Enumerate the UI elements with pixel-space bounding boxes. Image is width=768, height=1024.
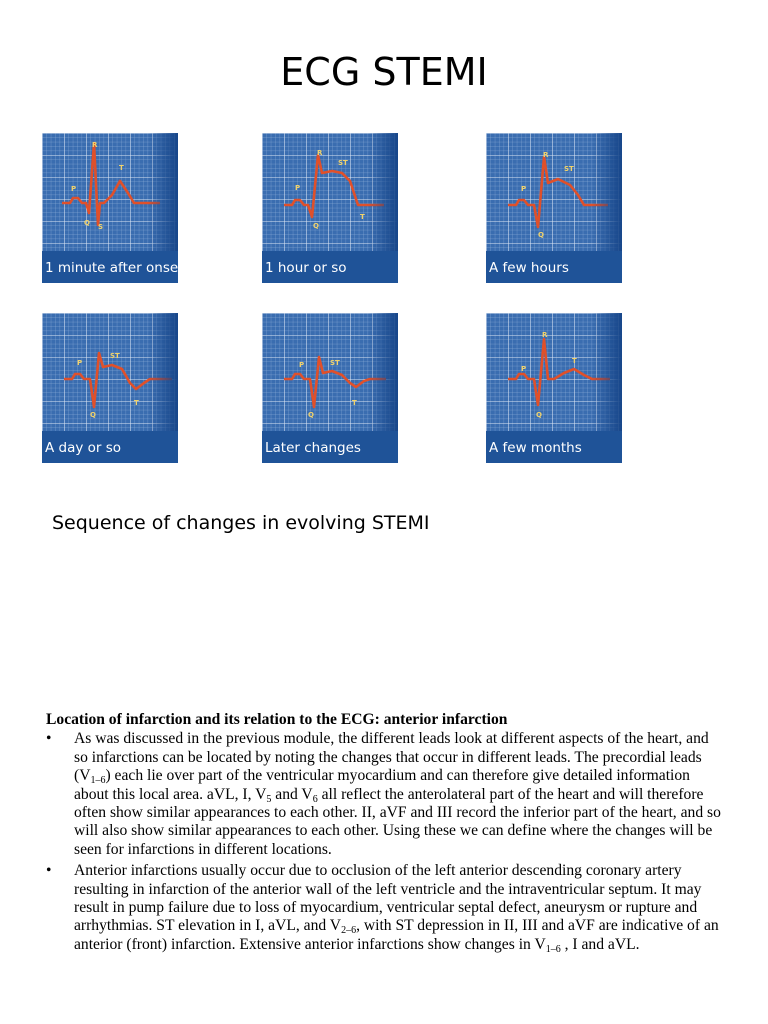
wave-label-p: P — [299, 361, 305, 369]
panel-shade — [148, 313, 178, 431]
sequence-caption: Sequence of changes in evolving STEMI — [52, 512, 430, 534]
paragraph-text: As was discussed in the previous module, the different leads look at different aspects of the heart, and so infarctions can be located by noting the changes that occur in different leads. The precordial leads (V — [74, 730, 709, 785]
wave-label-p: P — [295, 184, 301, 192]
subscript: 5 — [266, 793, 272, 805]
wave-label-t: T — [352, 399, 357, 407]
ecg-panel-1-minute — [42, 133, 184, 283]
ecg-panel-day — [42, 313, 178, 463]
panel-caption: Later changes — [265, 440, 361, 456]
subscript: 1–6 — [545, 943, 561, 955]
wave-label-p: P — [521, 365, 527, 373]
wave-label-q: Q — [308, 411, 314, 419]
paragraph-text: Anterior infarctions usually occur due to occlusion of the left anterior descending coronary artery resulting in infarction of the anterior wall of the left ventricle and the intraventricular septum. It may result in pump failure due to loss of myocardium, ventricular septal defect, aneurysm or rupture and arrhythmias. ST elevation in I, aVL, and V — [74, 862, 702, 935]
panel-caption: 1 hour or so — [265, 260, 347, 276]
paragraph-text: ) each lie over part of the ventricular myocardium and can therefore give detailed information about this local area. aVL, I, V — [74, 767, 690, 803]
panel-shade — [368, 133, 398, 251]
wave-label-r: R — [92, 141, 98, 149]
wave-label-t: T — [572, 357, 577, 365]
paragraph-text: , with ST depression in II, III and aVF are indicative of an anterior (front) infarction. Extensive anterior infarctions show changes in V — [74, 917, 719, 953]
wave-label-t: T — [134, 399, 139, 407]
panel-caption: A few months — [489, 440, 582, 456]
panel-shade — [368, 313, 398, 431]
ecg-panel-few-hours — [486, 133, 622, 283]
wave-label-t: T — [119, 164, 124, 172]
wave-label-s: S — [98, 223, 104, 231]
wave-label-p: P — [71, 185, 77, 193]
list-item — [46, 862, 726, 954]
bullet-marker: • — [46, 862, 52, 880]
panel-caption: A few hours — [489, 260, 569, 276]
paragraph-text: all reflect the anterolateral part of the heart and will therefore often show similar appearances to each other. II, aVF and III record the inferior part of the heart, and so will also show similar appearances to each other. Using these we can define where the changes will be seen for infarctions in different locations. — [74, 785, 721, 858]
section-heading: Location of infarction and its relation to the ECG: anterior infarction — [46, 711, 508, 728]
subscript: 1–6 — [90, 775, 106, 787]
wave-label-st: ST — [564, 165, 574, 173]
ecg-panel-1-hour — [262, 133, 398, 283]
ecg-panel-later — [262, 313, 398, 463]
panel-caption: 1 minute after onset — [45, 260, 184, 276]
ecg-panel-months — [486, 313, 622, 463]
subscript: 6 — [312, 793, 318, 805]
wave-label-p: P — [521, 185, 527, 193]
wave-label-q: Q — [90, 411, 96, 419]
bullet-marker: • — [46, 730, 52, 748]
list-item — [46, 730, 726, 859]
wave-label-q: Q — [536, 411, 542, 419]
panel-caption: A day or so — [45, 440, 122, 456]
panel-shade — [592, 313, 622, 431]
wave-label-st: ST — [330, 359, 340, 367]
paragraph-text: and V — [271, 785, 313, 803]
panel-shade — [148, 133, 178, 251]
slide-title: ECG STEMI — [280, 50, 488, 94]
wave-label-p: P — [77, 359, 83, 367]
wave-label-q: Q — [538, 231, 544, 239]
wave-label-q: Q — [313, 222, 319, 230]
wave-label-st: ST — [110, 352, 120, 360]
wave-label-r: R — [317, 149, 323, 157]
wave-label-t: T — [360, 213, 365, 221]
wave-label-r: R — [542, 331, 548, 339]
wave-label-q: Q — [84, 219, 90, 227]
bullet-list — [46, 730, 726, 954]
subscript: 2–6 — [341, 925, 357, 937]
wave-label-r: R — [543, 151, 549, 159]
document-body — [46, 711, 726, 957]
paragraph-text: , I and aVL. — [560, 935, 640, 953]
panel-shade — [592, 133, 622, 251]
wave-label-st: ST — [338, 159, 348, 167]
